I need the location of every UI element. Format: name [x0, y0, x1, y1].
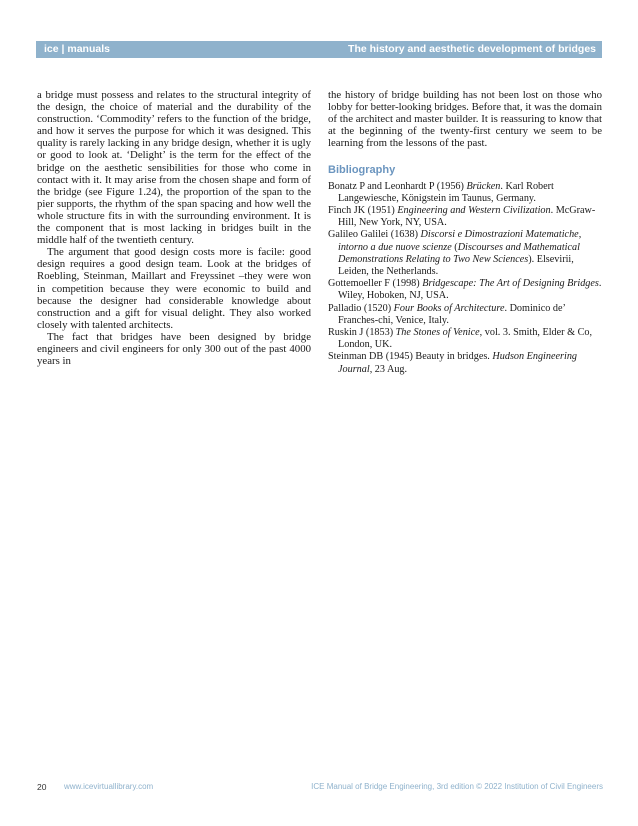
bibliography-entry — [328, 327, 602, 351]
bib-publisher: . Karl Robert Langewiesche, Königstein im Taunus, Germany. — [338, 180, 554, 204]
left-column — [37, 89, 311, 367]
page-number: 20 — [37, 782, 47, 792]
bibliography-heading: Bibliography — [328, 164, 396, 177]
bib-author-year: Steinman DB (1945) Beauty in bridges. — [328, 351, 493, 363]
publication-label: ice | manuals — [44, 43, 110, 55]
bibliography-list — [328, 181, 602, 376]
bib-title: Four Books of Architecture — [393, 302, 505, 314]
bib-separator: ( — [451, 241, 458, 253]
body-paragraph: a bridge must possess and relates to the structural integrity of the design, the choice of material and the durability of the construction. ‘Commodity’ refers to the function of the bridge, and how it serves the purpose for which it was designed. This quality is rarely lacking in any bridge design, whether it is ugly or good to look at. ‘Delight’ is the term for the effect of the bridge on the aesthetic sensibilities for those who come in contact with it. It may arise from the chosen shape and form of the bridge (see Figure 1.24), the proportion of the span to the pier supports, the rhythm of the span spacing and how well the whole structure fits in with the surrounding environment. It is the component that is most lacking in bridges built in the middle half of the twentieth century. — [37, 89, 311, 247]
body-paragraph: The fact that bridges have been designed by bridge engineers and civil engineers for only 300 out of the past 4000 years in — [37, 330, 311, 368]
bibliography-entry — [328, 278, 602, 302]
bib-publisher: . Dominico de’ Franches-chi, Venice, Italy. — [338, 302, 566, 326]
bib-title: Hudson Engineering Journal — [338, 351, 578, 375]
copyright-credit: ICE Manual of Bridge Engineering, 3rd edition © 2022 Institution of Civil Engineers — [311, 782, 603, 791]
bib-title: Bridgescape: The Art of Designing Bridges — [422, 278, 599, 290]
bib-author-year: Galileo Galilei (1638) — [328, 229, 421, 241]
bibliography-entry — [328, 181, 602, 205]
bibliography-entry — [328, 303, 602, 327]
body-paragraph: the history of bridge building has not been lost on those who lobby for better-looking bridges. Before that, it was the domain of the architect and master builder. It is reassuring to know that at the beginning of the twenty-first century we seem to be learning from the lessons of the past. — [328, 89, 602, 150]
bib-author-year: Palladio (1520) — [328, 302, 394, 314]
bib-publisher: . McGraw-Hill, New York, NY, USA. — [338, 204, 596, 229]
bib-publisher: , vol. 3. Smith, Elder & Co, London, UK. — [338, 327, 593, 351]
bib-publisher: , 23 Aug. — [369, 363, 408, 375]
bib-author-year: Ruskin J (1853) — [328, 327, 396, 338]
bib-author-year: Bonatz P and Leonhardt P (1956) — [328, 180, 467, 192]
running-header — [36, 41, 602, 58]
bibliography-entry — [328, 205, 602, 229]
body-paragraph: The argument that good design costs more is facile: good design requires a good design team. Look at the bridges of Roebling, Steinman, Maillart and Freyssinet –they were won in competition because they were economic to build and because the designer had considerable knowledge about construction and a gift for visual delight. They also worked closely with talented architects. — [37, 246, 311, 331]
page-footer — [37, 782, 603, 796]
bibliography-entry — [328, 351, 602, 375]
bib-author-year: Finch JK (1951) — [328, 204, 398, 216]
bib-publisher: ). Elsevirii, Leiden, the Netherlands. — [338, 253, 574, 277]
bib-title: Discorsi e Dimostrazioni Matematiche, intorno a due nuove scienze — [338, 229, 582, 253]
bib-publisher: . Wiley, Hoboken, NJ, USA. — [338, 278, 602, 302]
bib-title: Brücken — [466, 180, 501, 192]
bib-title: Engineering and Western Civilization — [397, 204, 551, 216]
bibliography-entry — [328, 229, 602, 278]
right-column — [328, 89, 602, 376]
chapter-title: The history and aesthetic development of bridges — [348, 43, 596, 55]
bib-title: The Stones of Venice — [395, 327, 480, 338]
bib-title-translation: Discourses and Mathematical Demonstrations Relating to Two New Sciences — [338, 241, 580, 265]
library-link[interactable]: www.icevirtuallibrary.com — [64, 782, 154, 791]
bib-author-year: Gottemoeller F (1998) — [328, 278, 423, 290]
